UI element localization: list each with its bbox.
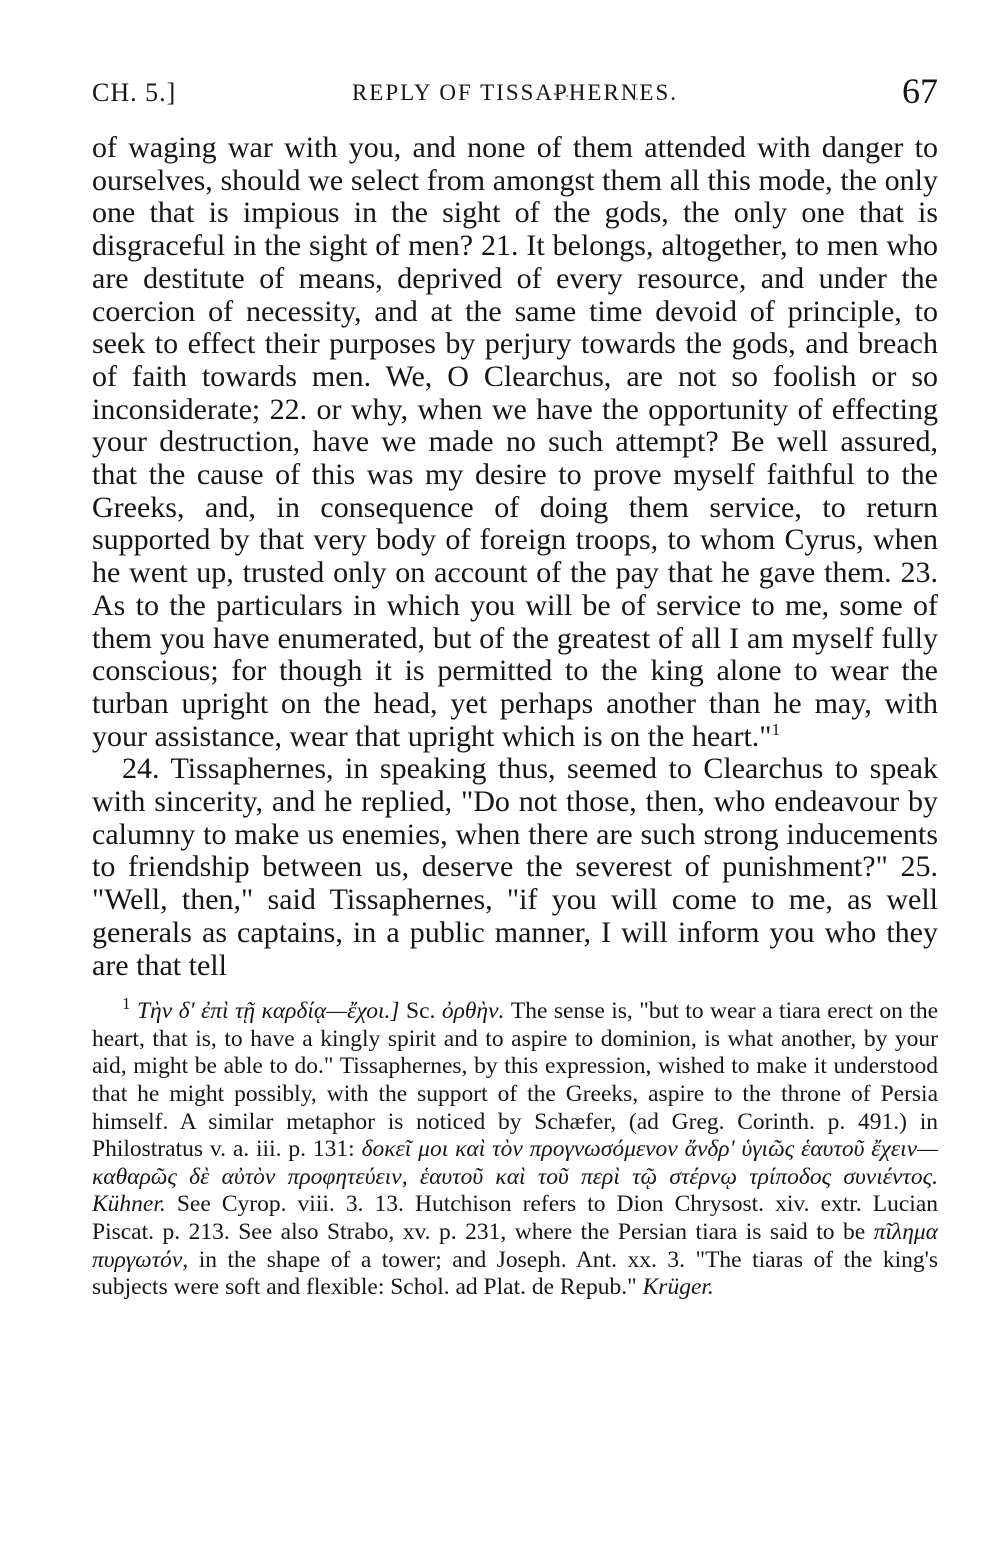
- paragraph-24: 24. Tissaphernes, in speaking thus, seemed to Clearchus to speak with sincerity, and he replied, "Do not those, then, who endeavour by calumny to make us enemies, when there are such strong inducements to friendship between us, deserve the severest of punishment?" 25. "Well, then," said Tissaphernes, "if you will come to me, as well generals as captains, in a public manner, I will inform you who they are that tell: [92, 752, 938, 982]
- footnote-seg: in the shape of a tower; and Joseph. Ant. xx. 3. "The tiaras of the king's subjects were soft and flexible: Schol. ad Plat. de Repub.": [92, 1246, 938, 1301]
- footnote-reference: 1: [771, 719, 781, 739]
- paragraph-continued: [92, 132, 938, 753]
- body-text: [92, 132, 938, 982]
- running-title: REPLY OF TISSAPHERNES.: [351, 80, 679, 105]
- footnote-seg: See Cyrop. viii. 3. 13. Hutchison refers to Dion Chrysost. xiv. extr. Lucian Piscat. p. 213. See also Strabo, xv. p. 231, where the Persian tiara is said to be: [92, 1191, 938, 1246]
- book-page: [92, 70, 938, 1302]
- citation-kruger: Krüger.: [642, 1274, 714, 1301]
- greek-pilema: πῖλημα πυργωτόν,: [92, 1219, 939, 1273]
- greek-lemma: Τὴν δ' ἐπὶ τῇ καρδίᾳ—ἔχοι.]: [136, 998, 400, 1025]
- chapter-label: CH. 5.]: [92, 78, 177, 107]
- footnote-seg: Sc.: [406, 998, 436, 1025]
- footnote-text: [92, 994, 939, 1302]
- greek-quotation: δοκεῖ μοι καὶ τὸν προγνωσόμενον ἄνδρ' ὑγιῶς ἑαυτοῦ ἔχειν—καθαρῶς δὲ αὐτὸν προφητεύειν, ἑαυτοῦ καὶ τοῦ περὶ τῷ στέρνῳ τρίποδος συνιέντος.: [92, 1136, 938, 1190]
- footnote: [92, 994, 939, 1302]
- page-number: 67: [902, 71, 938, 111]
- paragraph-text: of waging war with you, and none of them attended with danger to ourselves, should we select from amongst them all this mode, the only one that is impious in the sight of the gods, the only one that is disgraceful in the sight of men? 21. It belongs, altogether, to men who are destitute of means, deprived of every resource, and under the coercion of necessity, and at the same time devoid of principle, to seek to effect their purposes by perjury towards the gods, and breach of faith towards men. We, O Clearchus, are not so foolish or so inconsiderate; 22. or why, when we have the opportunity of effecting your destruction, have we made no such attempt? Be well assured, that the cause of this was my desire to prove myself faithful to the Greeks, and, in consequence of doing them service, to return supported by that very body of foreign troops, to whom Cyrus, when he went up, trusted only on account of the pay that he gave them. 23. As to the particulars in which you will be of service to me, some of them you have enumerated, but of the greatest of all I am myself fully conscious; for though it is permitted to the king alone to wear the turban upright on the head, yet perhaps another than he may, with your assistance, wear that upright which is on the heart.": [92, 131, 938, 753]
- greek-word: ὀρθὴν.: [441, 998, 505, 1025]
- footnote-seg: The sense is, "but to wear a tiara erect on the heart, that is, to have a kingly spirit and to aspire to dominion, is what another, by your aid, might be able to do." Tissaphernes, by this expression, wished to make it understood that he might possibly, with the support of the Greeks, aspire to the throne of Persia himself. A similar metaphor is noticed by Schæfer, (ad Greg. Corinth. p. 491.) in Philostratus v. a. iii. p. 131:: [92, 998, 939, 1163]
- running-header: [92, 70, 938, 116]
- citation-kuhner: Kühner.: [92, 1191, 166, 1218]
- footnote-marker: 1: [122, 994, 131, 1014]
